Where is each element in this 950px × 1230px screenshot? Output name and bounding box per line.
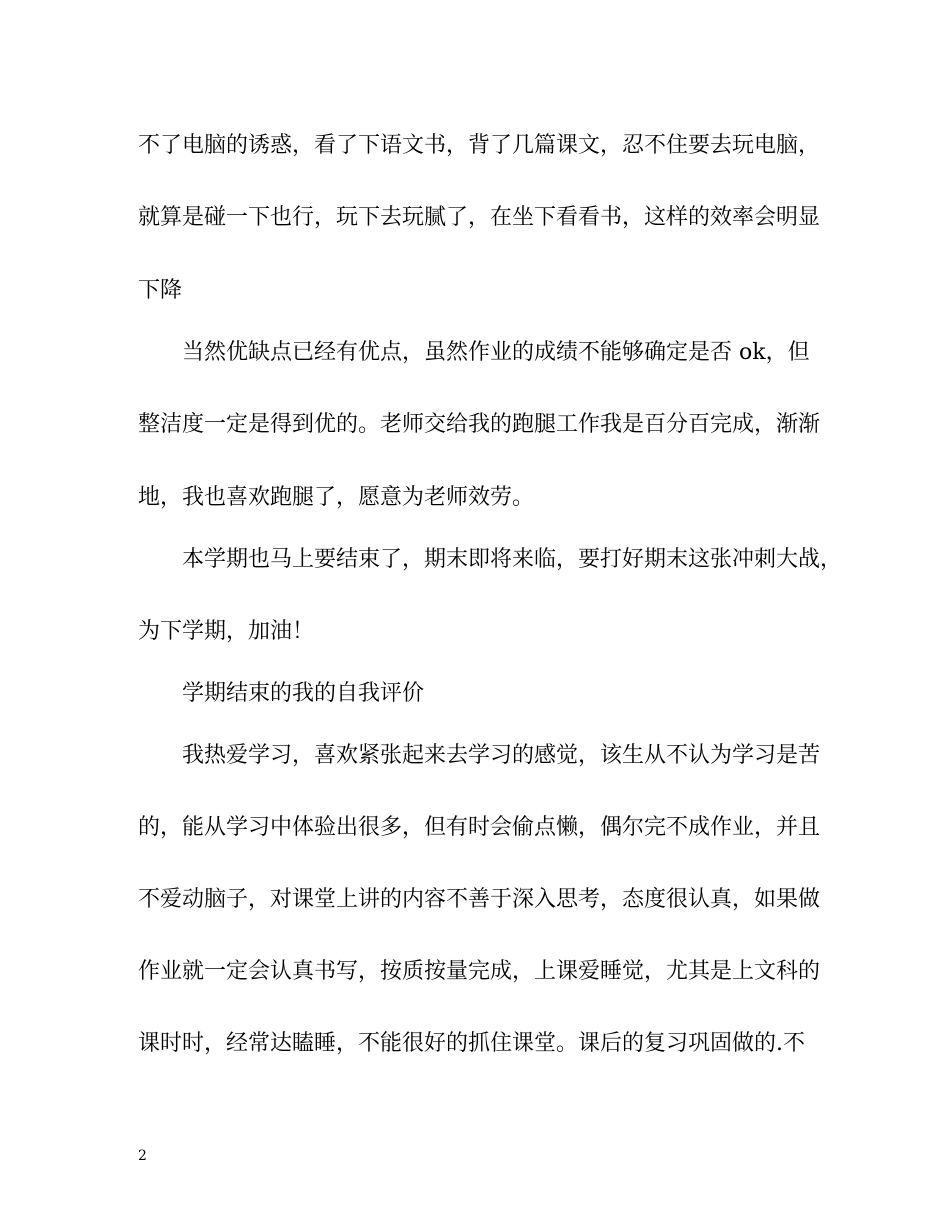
text-line: 为下学期，加油！ <box>138 619 315 644</box>
text-line: 地，我也喜欢跑腿了，愿意为老师效劳。 <box>138 485 535 510</box>
paragraph-first-line: 当然优缺点已经有优点，虽然作业的成绩不能够确定是否 ok，但 <box>182 340 810 365</box>
page-number: 2 <box>138 1148 147 1164</box>
text-line: 不爱动脑子，对课堂上讲的内容不善于深入思考，态度很认真，如果做 <box>138 887 821 912</box>
text-line: 的，能从学习中体验出很多，但有时会偷点懒，偶尔完不成作业，并且 <box>138 815 821 840</box>
text-line: 整洁度一定是得到优的。老师交给我的跑腿工作我是百分百完成，渐渐 <box>138 412 821 437</box>
text-line: 不了电脑的诱惑，看了下语文书，背了几篇课文，忍不住要去玩电脑， <box>138 133 821 158</box>
text-line: 课时时，经常达瞌睡，不能很好的抓住课堂。课后的复习巩固做的.不 <box>138 1031 805 1056</box>
text-line: 作业就一定会认真书写，按质按量完成，上课爱睡觉，尤其是上文科的 <box>138 959 821 984</box>
paragraph-first-line: 我热爱学习，喜欢紧张起来去学习的感觉，该生从不认为学习是苦 <box>182 743 821 768</box>
paragraph-first-line: 本学期也马上要结束了，期末即将来临，要打好期末这张冲刺大战， <box>182 547 843 572</box>
section-heading: 学期结束的我的自我评价 <box>182 681 425 706</box>
text-line: 就算是碰一下也行，玩下去玩腻了，在坐下看看书，这样的效率会明显 <box>138 205 821 230</box>
text-line: 下降 <box>138 278 183 303</box>
